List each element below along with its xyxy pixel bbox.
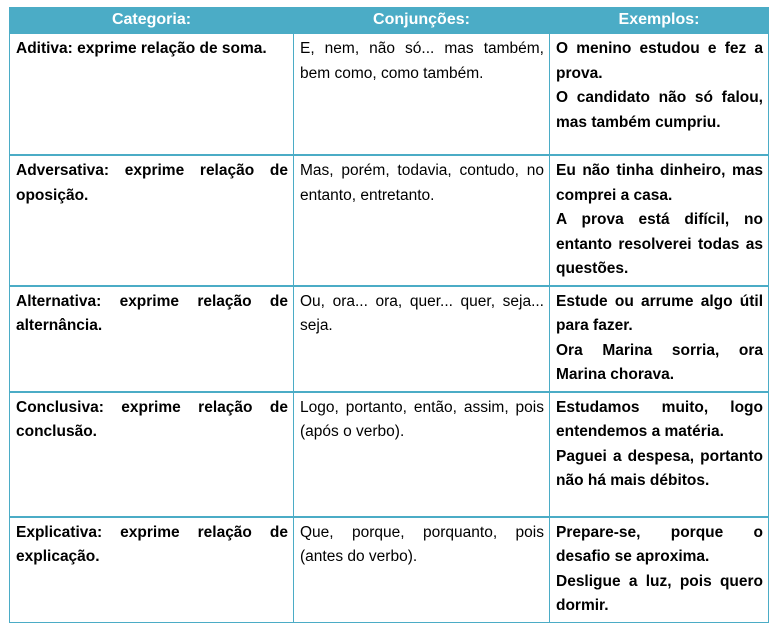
- conjuncoes-cell: Ou, ora... ora, quer... quer, seja... seja.: [294, 286, 550, 392]
- table-header: [10, 8, 769, 34]
- table-body: [10, 33, 769, 622]
- example-text: Prepare-se, porque o desafio se aproxima.: [556, 523, 763, 565]
- categoria-cell: Conclusiva: exprime relação de conclusão.: [10, 392, 294, 517]
- conjuncoes-cell: Que, porque, porquanto, pois (antes do verbo).: [294, 517, 550, 623]
- example-text: O menino estudou e fez a prova.: [556, 40, 763, 82]
- categoria-cell: Explicativa: exprime relação de explicação.: [10, 517, 294, 623]
- exemplos-cell: [550, 155, 769, 286]
- example-text: O candidato não só falou, mas também cumpriu.: [556, 89, 763, 131]
- categoria-cell: Aditiva: exprime relação de soma.: [10, 33, 294, 155]
- exemplos-cell: [550, 392, 769, 517]
- header-row: [10, 8, 769, 34]
- conjuncoes-cell: E, nem, não só... mas também, bem como, como também.: [294, 33, 550, 155]
- table-row-explicativa: [10, 517, 769, 623]
- example-text: Ora Marina sorria, ora Marina chorava.: [556, 341, 763, 383]
- conjuncoes-cell: Logo, portanto, então, assim, pois (após o verbo).: [294, 392, 550, 517]
- table-row-alternativa: [10, 286, 769, 392]
- table-row-conclusiva: [10, 392, 769, 517]
- example-text: Eu não tinha dinheiro, mas comprei a casa.: [556, 162, 763, 204]
- header-conjuncoes: Conjunções:: [294, 8, 550, 34]
- exemplos-cell: [550, 286, 769, 392]
- categoria-cell: Adversativa: exprime relação de oposição.: [10, 155, 294, 286]
- header-categoria: Categoria:: [10, 8, 294, 34]
- exemplos-cell: [550, 33, 769, 155]
- example-text: Estudamos muito, logo entendemos a matéria.: [556, 398, 763, 440]
- exemplos-cell: [550, 517, 769, 623]
- conjunctions-table-container: [9, 7, 768, 623]
- conjuncoes-cell: Mas, porém, todavia, contudo, no entanto, entretanto.: [294, 155, 550, 286]
- table-row-aditiva: [10, 33, 769, 155]
- example-text: Desligue a luz, pois quero dormir.: [556, 572, 763, 614]
- example-text: Estude ou arrume algo útil para fazer.: [556, 292, 763, 334]
- header-exemplos: Exemplos:: [550, 8, 769, 34]
- example-text: Paguei a despesa, portanto não há mais débitos.: [556, 447, 763, 489]
- conjunctions-table: [9, 7, 769, 623]
- table-row-adversativa: [10, 155, 769, 286]
- categoria-cell: Alternativa: exprime relação de alternância.: [10, 286, 294, 392]
- example-text: A prova está difícil, no entanto resolverei todas as questões.: [556, 211, 763, 277]
